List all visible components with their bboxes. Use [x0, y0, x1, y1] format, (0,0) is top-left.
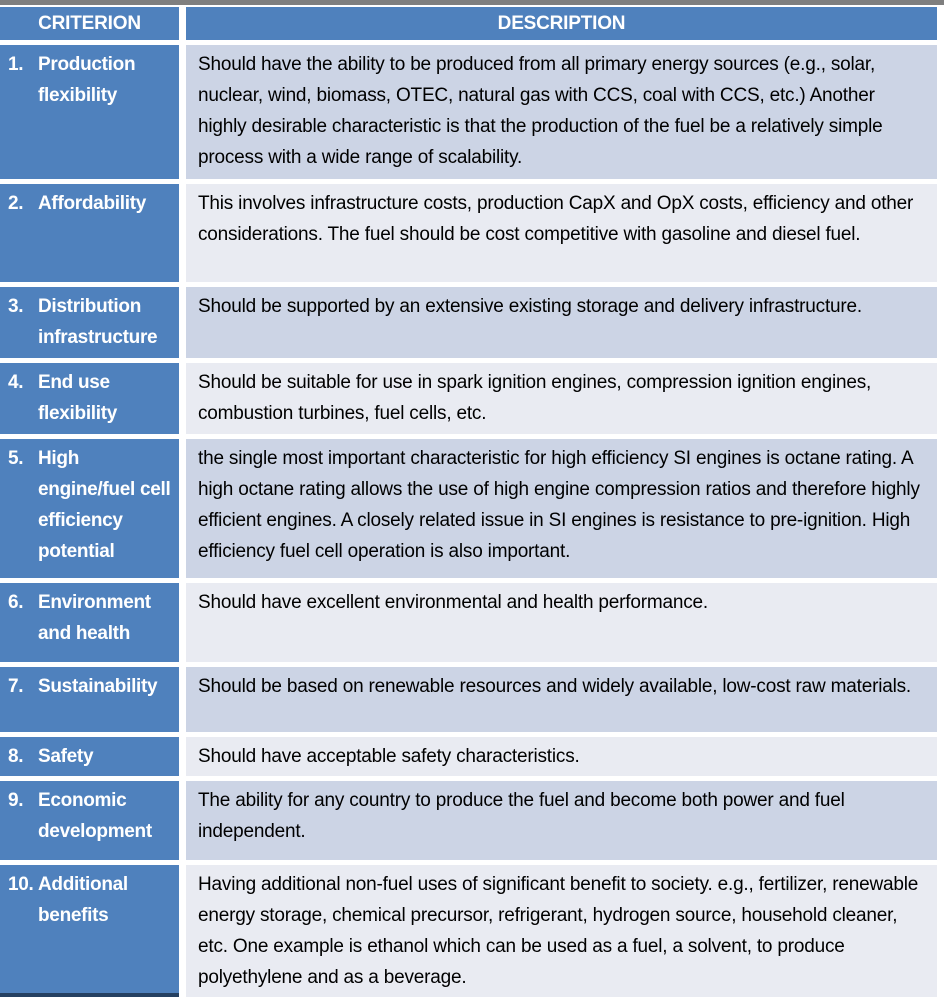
criterion-label: Sustainability: [38, 676, 158, 697]
header-criterion: CRITERION: [0, 7, 179, 40]
criterion-number: 7.: [8, 676, 24, 697]
table-row: [0, 667, 944, 732]
criterion-cell: [0, 184, 179, 282]
criterion-label: Additional benefits: [38, 874, 128, 926]
description-cell: Should have excellent environmental and health performance.: [186, 583, 937, 662]
table-row: [0, 865, 944, 997]
table-row: [0, 363, 944, 434]
criterion-cell: [0, 865, 179, 997]
criterion-cell: [0, 737, 179, 776]
criterion-label: High engine/fuel cell efficiency potential: [38, 448, 171, 562]
table-row: [0, 583, 944, 662]
criterion-number: 9.: [8, 790, 24, 811]
criteria-table: [0, 7, 944, 997]
header-description: DESCRIPTION: [186, 7, 937, 40]
criterion-label: Distribution infrastructure: [38, 296, 158, 348]
table-row: [0, 287, 944, 358]
table-row: [0, 737, 944, 776]
criterion-cell: [0, 287, 179, 358]
description-cell: Should be based on renewable resources and widely available, low-cost raw materials.: [186, 667, 937, 732]
description-cell: Should have the ability to be produced from all primary energy sources (e.g., solar, nuclear, wind, biomass, OTEC, natural gas with CCS, coal with CCS, etc.) Another highly desirable characteristic is that the production of the fuel be a relatively simple process with a wide range of scalability.: [186, 45, 937, 179]
criterion-cell: [0, 363, 179, 434]
criterion-number: 8.: [8, 746, 24, 767]
criterion-number: 2.: [8, 193, 24, 214]
criterion-label: Environment and health: [38, 592, 151, 644]
header-row: [0, 7, 944, 40]
criterion-label: Economic development: [38, 790, 152, 842]
top-border-bar: [0, 0, 944, 5]
description-cell: This involves infrastructure costs, production CapX and OpX costs, efficiency and other considerations. The fuel should be cost competitive with gasoline and diesel fuel.: [186, 184, 937, 282]
criterion-label: Affordability: [38, 193, 146, 214]
criterion-number: 4.: [8, 372, 24, 393]
criterion-cell: [0, 781, 179, 860]
description-cell: The ability for any country to produce the fuel and become both power and fuel independent.: [186, 781, 937, 860]
criterion-label: Safety: [38, 746, 94, 767]
criterion-cell: [0, 667, 179, 732]
table-row: [0, 781, 944, 860]
criterion-cell: [0, 439, 179, 578]
criterion-cell: [0, 45, 179, 179]
description-cell: the single most important characteristic for high efficiency SI engines is octane rating. A high octane rating allows the use of high engine compression ratios and therefore highly efficient engines. A closely related issue in SI engines is resistance to pre-ignition. High efficiency fuel cell operation is also important.: [186, 439, 937, 578]
description-cell: Having additional non-fuel uses of significant benefit to society. e.g., fertilizer, renewable energy storage, chemical precursor, refrigerant, hydrogen source, household cleaner, etc. One example is ethanol which can be used as a fuel, a solvent, to produce polyethylene and as a beverage.: [186, 865, 937, 997]
criterion-number: 3.: [8, 296, 24, 317]
criterion-number: 5.: [8, 448, 24, 469]
description-cell: Should be suitable for use in spark ignition engines, compression ignition engines, combustion turbines, fuel cells, etc.: [186, 363, 937, 434]
description-cell: Should have acceptable safety characteristics.: [186, 737, 937, 776]
criterion-cell: [0, 583, 179, 662]
criterion-number: 1.: [8, 54, 24, 75]
description-cell: Should be supported by an extensive existing storage and delivery infrastructure.: [186, 287, 937, 358]
table-row: [0, 45, 944, 179]
criterion-number: 10.: [8, 874, 34, 895]
criterion-label: End use flexibility: [38, 372, 118, 424]
table-row: [0, 184, 944, 282]
table-row: [0, 439, 944, 578]
criterion-number: 6.: [8, 592, 24, 613]
criterion-label: Production flexibility: [38, 54, 136, 106]
